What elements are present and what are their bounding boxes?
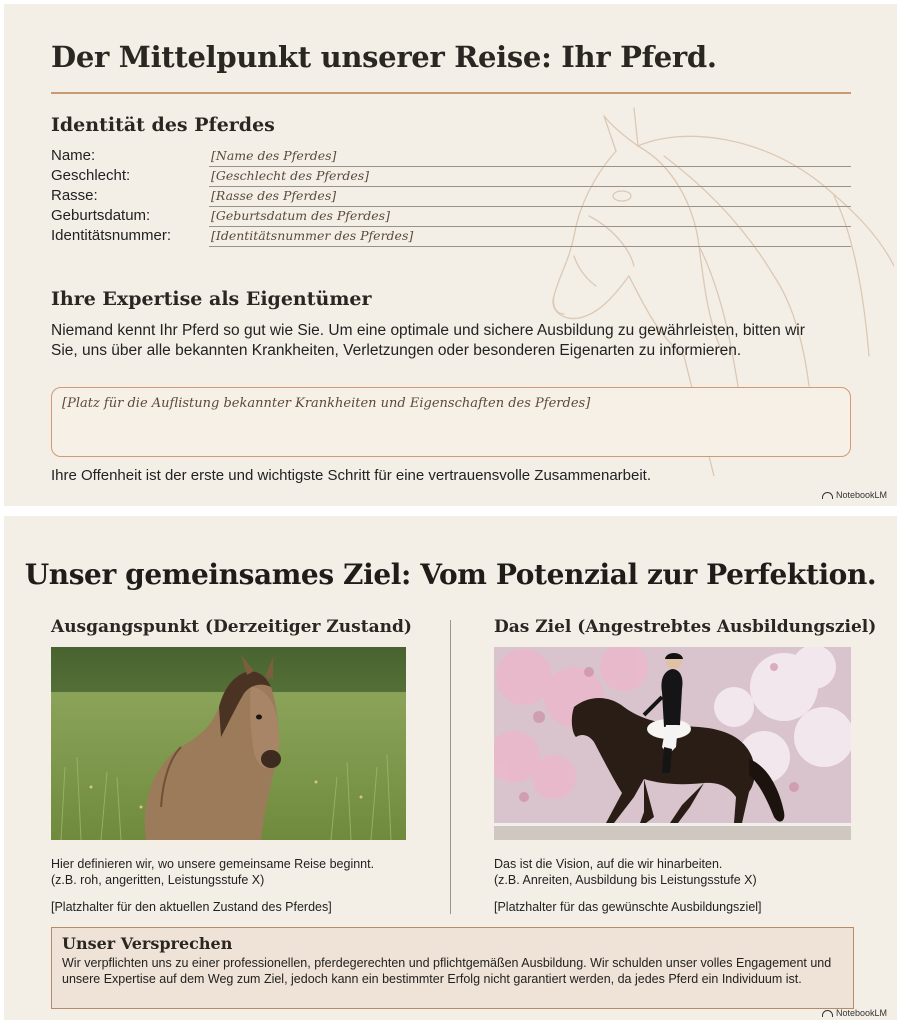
start-point-example: (z.B. roh, angeritten, Leistungsstufe X)	[51, 873, 265, 887]
slide-horse-identity	[4, 4, 897, 506]
id-number-field[interactable]: [Identitätsnummer des Pferdes]	[211, 228, 414, 243]
start-point-heading: Ausgangspunkt (Derzeitiger Zustand)	[51, 617, 412, 637]
identity-row-gender	[51, 167, 851, 187]
current-state-placeholder[interactable]: [Platzhalter für den aktuellen Zustand des Pferdes]	[51, 900, 332, 914]
identity-row-name	[51, 147, 851, 167]
field-underline	[209, 246, 851, 247]
expertise-paragraph: Niemand kennt Ihr Pferd so gut wie Sie. Um eine optimale und sichere Ausbildung zu gewährleisten, bitten wir Sie, uns über alle bekannten Krankheiten, Verletzungen oder besonderen Eigenarten zu informieren.	[51, 322, 805, 359]
health-notes-placeholder: [Platz für die Auflistung bekannter Krankheiten und Eigenschaften des Pferdes]	[62, 396, 591, 411]
young-horse-photo	[51, 647, 406, 840]
page-title: Der Mittelpunkt unserer Reise: Ihr Pferd.	[51, 40, 717, 74]
identity-row-id-number	[51, 227, 851, 247]
expertise-heading: Ihre Expertise als Eigentümer	[51, 288, 372, 310]
page-title: Unser gemeinsames Ziel: Vom Potenzial zur Perfektion.	[24, 558, 877, 591]
field-label: Geschlecht:	[51, 167, 131, 184]
dressage-horse-photo	[494, 647, 851, 840]
column-divider	[450, 620, 451, 914]
brand-label: NotebookLM	[835, 1008, 887, 1018]
notebooklm-logo-icon	[822, 492, 833, 499]
name-field[interactable]: [Name des Pferdes]	[211, 148, 337, 163]
promise-box	[51, 927, 854, 1009]
notebooklm-logo-icon	[822, 1010, 833, 1017]
health-notes-box[interactable]	[51, 387, 851, 457]
start-point-desc-line: Hier definieren wir, wo unsere gemeinsame Reise beginnt.	[51, 857, 375, 871]
title-divider	[51, 92, 851, 94]
field-label: Rasse:	[51, 187, 98, 204]
breed-field[interactable]: [Rasse des Pferdes]	[211, 188, 337, 203]
goal-heading: Das Ziel (Angestrebtes Ausbildungsziel)	[494, 617, 877, 637]
brand-watermark	[822, 1008, 887, 1018]
field-label: Identitätsnummer:	[51, 227, 172, 244]
identity-row-birthdate	[51, 207, 851, 227]
promise-text: Wir verpflichten uns zu einer professionellen, pferdegerechten und pflichtgemäßen Ausbildung. Wir schulden unser volles Engagement und unsere Expertise auf dem Weg zum Ziel, jedoch kann ein bestimmter Erfolg nicht garantiert werden, da jedes Pferd ein Individuum ist.	[62, 956, 832, 986]
closing-statement: Ihre Offenheit ist der erste und wichtigste Schritt für eine vertrauensvolle Zusammenarbeit.	[51, 467, 652, 484]
identity-row-breed	[51, 187, 851, 207]
slide-training-goal	[4, 516, 897, 1020]
start-point-description	[51, 856, 374, 888]
goal-placeholder[interactable]: [Platzhalter für das gewünschte Ausbildungsziel]	[494, 900, 762, 914]
goal-example: (z.B. Anreiten, Ausbildung bis Leistungsstufe X)	[494, 873, 757, 887]
brand-label: NotebookLM	[835, 490, 887, 500]
birthdate-field[interactable]: [Geburtsdatum des Pferdes]	[211, 208, 390, 223]
goal-desc-line: Das ist die Vision, auf die wir hinarbeiten.	[494, 857, 723, 871]
gender-field[interactable]: [Geschlecht des Pferdes]	[211, 168, 370, 183]
field-label: Geburtsdatum:	[51, 207, 151, 224]
field-label: Name:	[51, 147, 96, 164]
identity-heading: Identität des Pferdes	[51, 114, 275, 136]
promise-heading: Unser Versprechen	[62, 934, 233, 953]
goal-description	[494, 856, 757, 888]
brand-watermark	[822, 490, 887, 500]
